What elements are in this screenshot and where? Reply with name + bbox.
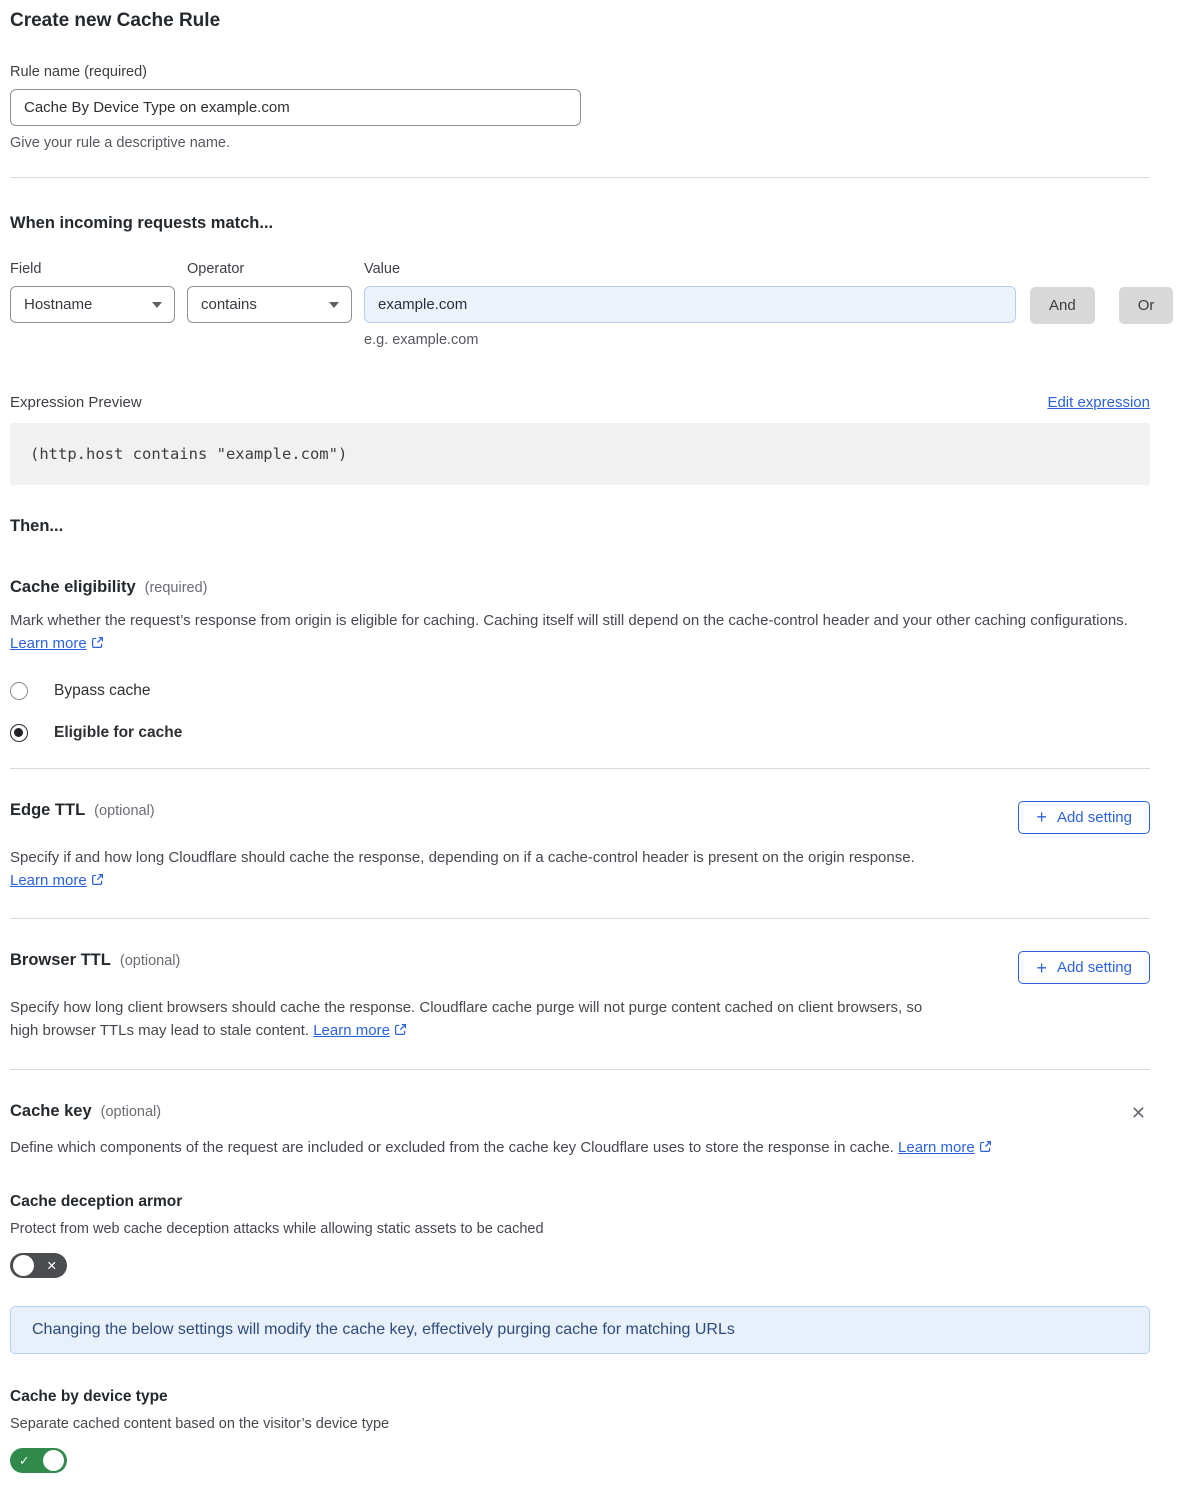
cache-by-device-type-title: Cache by device type [10, 1387, 168, 1405]
cache-key-qualifier: (optional) [100, 1103, 162, 1120]
browser-ttl-add-setting-button[interactable] [1018, 951, 1150, 984]
cache-eligibility-title: Cache eligibility [10, 578, 136, 596]
page-title: Create new Cache Rule [10, 10, 221, 31]
and-button[interactable]: And [1030, 287, 1095, 324]
match-condition-row [10, 261, 1155, 348]
field-label: Field [10, 261, 42, 277]
edge-ttl-section [10, 801, 1150, 893]
field-select[interactable] [10, 286, 175, 323]
cache-key-title-row [10, 1102, 161, 1121]
cache-key-header [10, 1102, 1150, 1124]
edge-ttl-add-setting-button[interactable] [1018, 801, 1150, 834]
radio-icon [10, 682, 28, 700]
match-heading: When incoming requests match... [10, 214, 274, 232]
browser-ttl-section [10, 951, 1150, 1043]
create-cache-rule-page [10, 0, 1155, 1497]
cache-by-device-type-toggle[interactable] [10, 1448, 67, 1473]
edge-ttl-qualifier: (optional) [94, 802, 155, 819]
rule-name-input[interactable] [10, 89, 581, 126]
operator-select[interactable] [187, 286, 352, 323]
browser-ttl-title: Browser TTL [10, 951, 111, 969]
cache-key-title: Cache key [10, 1101, 92, 1120]
browser-ttl-description [10, 996, 942, 1043]
learn-more-link[interactable]: Learn more [10, 872, 104, 889]
field-select-value: Hostname [24, 296, 93, 313]
cache-key-section [10, 1102, 1150, 1473]
cache-deception-armor-title: Cache deception armor [10, 1192, 183, 1210]
divider [10, 918, 1150, 919]
cache-eligibility-title-row [10, 578, 1150, 597]
edge-ttl-header [10, 801, 1150, 834]
cache-eligibility-description-text: Mark whether the request’s response from origin is eligible for caching. Caching itself will still depend on the cache-control header and your other caching configurations. [10, 612, 1128, 629]
then-heading: Then... [10, 517, 64, 535]
toggle-x-icon: ✕ [46, 1258, 57, 1273]
rule-name-section [10, 64, 1150, 151]
browser-ttl-title-row [10, 951, 180, 970]
divider [10, 768, 1150, 769]
radio-eligible-for-cache[interactable] [10, 724, 1150, 742]
operator-label: Operator [187, 261, 245, 277]
value-hint: e.g. example.com [364, 332, 479, 348]
toggle-knob [43, 1450, 64, 1471]
radio-label: Bypass cache [54, 681, 151, 699]
add-setting-label: Add setting [1056, 959, 1132, 976]
toggle-check-icon: ✓ [19, 1453, 30, 1468]
rule-name-label: Rule name (required) [10, 64, 148, 80]
toggle-knob [13, 1255, 34, 1276]
expression-preview-header [10, 394, 1150, 411]
external-link-icon [979, 1140, 992, 1153]
cache-by-device-type-description: Separate cached content based on the visitor’s device type [10, 1415, 390, 1432]
plus-icon: + [1036, 957, 1047, 978]
edge-ttl-description [10, 846, 942, 893]
cache-deception-armor-setting [10, 1193, 1150, 1278]
add-setting-label: Add setting [1056, 808, 1132, 826]
learn-more-link[interactable]: Learn more [313, 1022, 407, 1039]
rule-name-helper: Give your rule a descriptive name. [10, 135, 231, 151]
value-column [364, 261, 1016, 348]
expression-code-block: (http.host contains "example.com") [10, 423, 1150, 485]
edge-ttl-title-row [10, 801, 155, 820]
browser-ttl-header [10, 951, 1150, 984]
browser-ttl-qualifier: (optional) [119, 953, 181, 969]
cache-eligibility-section [10, 578, 1150, 742]
cache-eligibility-options [10, 682, 1150, 742]
browser-ttl-description-text: Specify how long client browsers should cache the response. Cloudflare cache purge will not purge content cached on client browsers, so high browser TTLs may lead to stale content. [10, 999, 923, 1040]
cache-key-description-text: Define which components of the request are included or excluded from the cache key Cloudflare uses to store the response in cache. [10, 1138, 899, 1156]
cache-eligibility-qualifier: (required) [144, 580, 208, 596]
cache-key-description [10, 1136, 1150, 1159]
cache-deception-armor-toggle[interactable] [10, 1253, 67, 1278]
external-link-icon [394, 1023, 407, 1036]
value-label: Value [364, 261, 401, 277]
external-link-icon [91, 873, 104, 886]
external-link-icon [91, 636, 104, 649]
edge-ttl-description-text: Specify if and how long Cloudflare should cache the response, depending on if a cache-control header is present on the origin response. [10, 848, 915, 866]
radio-icon [10, 724, 28, 742]
expression-preview-label: Expression Preview [10, 394, 142, 411]
edit-expression-link[interactable]: Edit expression [1047, 394, 1150, 411]
operator-select-value: contains [201, 296, 257, 313]
chevron-down-icon [152, 302, 162, 308]
edge-ttl-title: Edge TTL [10, 800, 86, 819]
plus-icon: + [1036, 807, 1047, 827]
learn-more-link[interactable]: Learn more [898, 1139, 992, 1156]
close-icon[interactable]: ✕ [1130, 1102, 1146, 1123]
or-button[interactable]: Or [1119, 287, 1174, 324]
radio-bypass-cache[interactable] [10, 682, 1150, 700]
divider [10, 1069, 1150, 1070]
field-column [10, 261, 175, 323]
divider [10, 177, 1150, 178]
chevron-down-icon [329, 302, 339, 308]
cache-key-info-banner: Changing the below settings will modify the cache key, effectively purging cache for matching URLs [10, 1306, 1150, 1354]
learn-more-link[interactable]: Learn more [10, 635, 104, 652]
cache-by-device-type-setting [10, 1388, 1150, 1473]
radio-label: Eligible for cache [54, 723, 183, 741]
operator-column [187, 261, 352, 323]
cache-eligibility-description [10, 609, 1150, 656]
value-input[interactable] [364, 286, 1016, 323]
cache-deception-armor-description: Protect from web cache deception attacks while allowing static assets to be cached [10, 1220, 544, 1237]
